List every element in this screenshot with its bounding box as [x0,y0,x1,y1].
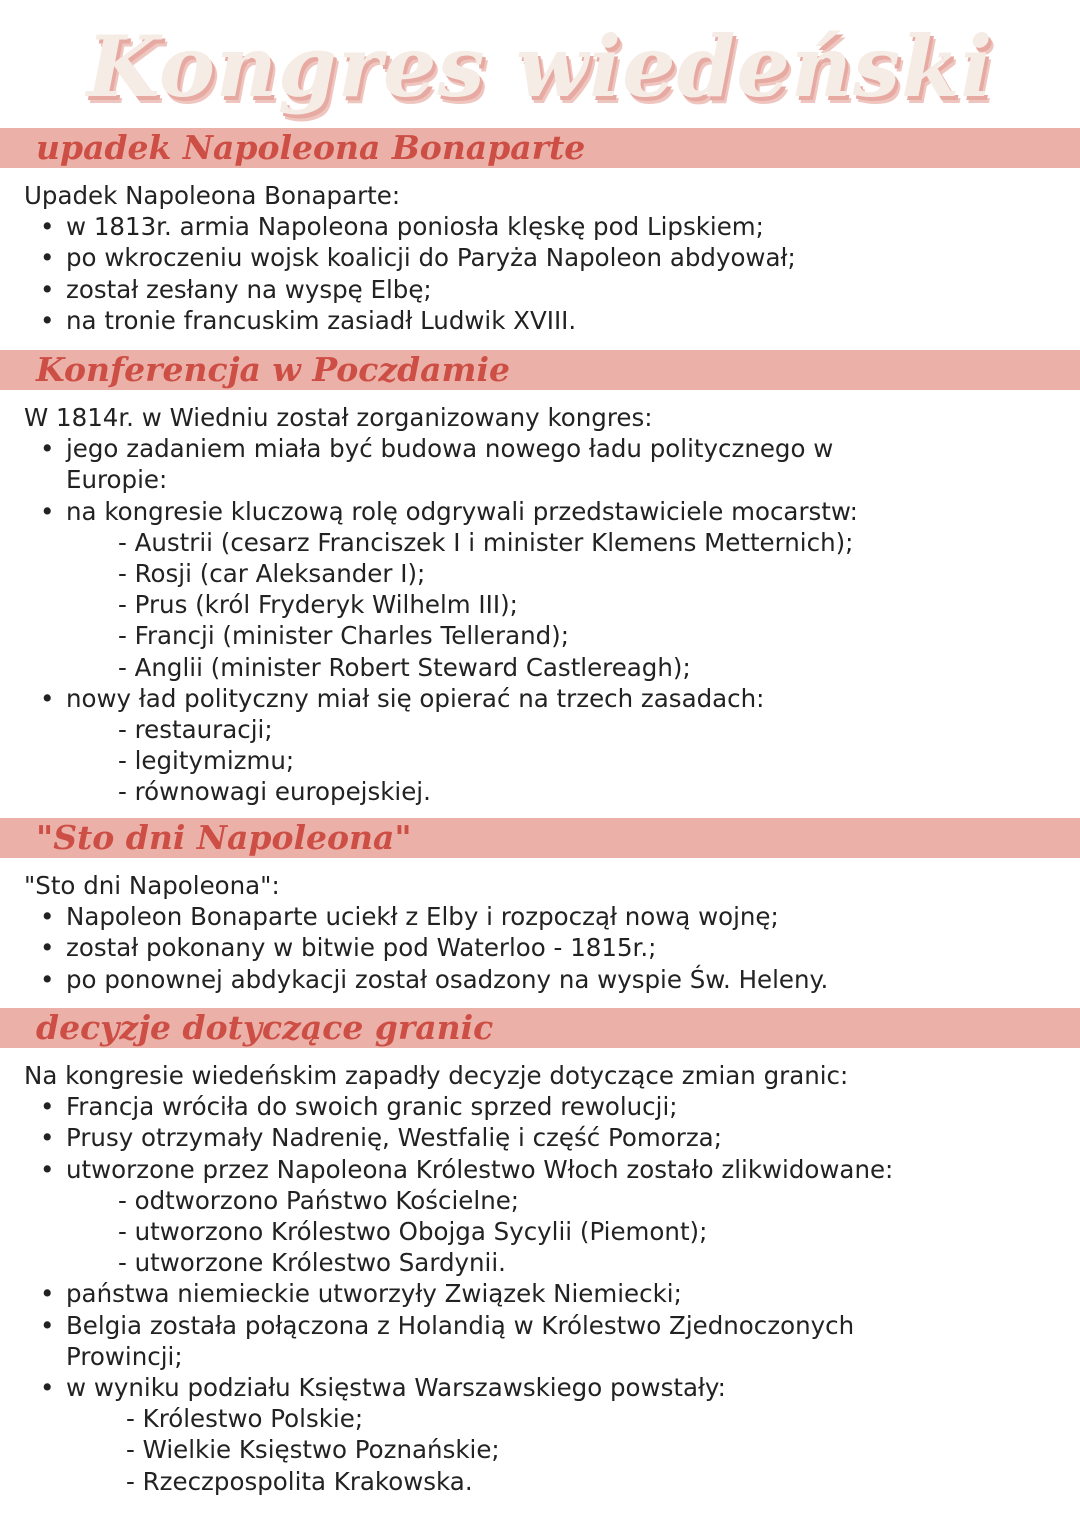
section-heading: Konferencja w Poczdamie [36,350,511,389]
section-intro: W 1814r. w Wiedniu został zorganizowany kongres: [24,403,653,432]
list-item: • w 1813r. armia Napoleona poniosła klęskę pod Lipskiem; [24,211,1064,242]
sub-list-item: - Królestwo Polskie; [126,1404,364,1434]
list-item: • został zesłany na wyspę Elbę; [24,274,1064,305]
section-header-fall-of-napoleon [0,128,1080,168]
section-header-conference [0,350,1080,390]
section-body-border-decisions [24,1060,1064,1497]
bullet-list [24,433,1064,807]
section-header-border-decisions [0,1008,1080,1048]
list-item: • na tronie francuskim zasiadł Ludwik XVIII. [24,305,1064,336]
section-intro: Na kongresie wiedeńskim zapadły decyzje dotyczące zmian granic: [24,1061,849,1090]
sub-list-item: - legitymizmu; [118,746,295,776]
sub-list-item: - utworzono Królestwo Obojga Sycylii (Piemont); [118,1217,708,1247]
sub-list-item: - Wielkie Księstwo Poznańskie; [126,1435,500,1465]
list-item: • utworzone przez Napoleona Królestwo Włoch zostało zlikwidowane: [24,1154,1064,1185]
sub-list-item: - utworzone Królestwo Sardynii. [118,1248,506,1278]
list-item: • Napoleon Bonaparte uciekł z Elby i rozpoczął nową wojnę; [24,901,1064,932]
sub-list-item: - restauracji; [118,715,273,745]
list-item: • w wyniku podziału Księstwa Warszawskiego powstały: [24,1372,1064,1403]
section-body-conference [24,402,1064,808]
sub-list-item: - Prus (król Fryderyk Wilhelm III); [118,590,518,620]
list-item: • został pokonany w bitwie pod Waterloo - 1815r.; [24,932,1064,963]
bullet-list [24,211,1064,336]
section-intro: "Sto dni Napoleona": [24,871,280,900]
list-item: • nowy ład polityczny miał się opierać na trzech zasadach: [24,683,1064,714]
bullet-list [24,901,1064,995]
sub-list-item: - równowagi europejskiej. [118,777,431,807]
bullet-list [24,1091,1064,1497]
section-body-hundred-days [24,870,1064,995]
section-header-hundred-days [0,818,1080,858]
sub-list-item: - Francji (minister Charles Tellerand); [118,621,569,651]
sub-list-item: - Rosji (car Aleksander I); [118,559,426,589]
list-item: • Francja wróciła do swoich granic sprzed rewolucji; [24,1091,1064,1122]
section-heading: "Sto dni Napoleona" [36,818,412,857]
list-item: • Prusy otrzymały Nadrenię, Westfalię i część Pomorza; [24,1122,1064,1153]
list-item: • na kongresie kluczową rolę odgrywali przedstawiciele mocarstw: [24,496,1064,527]
section-intro: Upadek Napoleona Bonaparte: [24,181,401,210]
section-heading: upadek Napoleona Bonaparte [36,128,586,167]
page-title: Kongres wiedeński [86,17,994,116]
list-item: • jego zadaniem miała być budowa nowego ładu politycznego w Europie: [24,433,926,495]
sub-list-item: - Rzeczpospolita Krakowska. [126,1466,473,1496]
sub-list-item: - Anglii (minister Robert Steward Castlereagh); [118,652,691,682]
section-body-fall-of-napoleon [24,180,1064,336]
sub-list-item: - odtworzono Państwo Kościelne; [118,1185,520,1215]
list-item: • po ponownej abdykacji został osadzony na wyspie Św. Heleny. [24,964,1064,995]
list-item: • Belgia została połączona z Holandią w Królestwo Zjednoczonych Prowincji; [24,1310,956,1372]
sub-list-item: - Austrii (cesarz Franciszek I i minister Klemens Metternich); [118,527,854,557]
section-heading: decyzje dotyczące granic [36,1008,494,1047]
list-item: • po wkroczeniu wojsk koalicji do Paryża Napoleon abdyował; [24,242,1064,273]
list-item: • państwa niemieckie utworzyły Związek Niemiecki; [24,1278,1064,1309]
